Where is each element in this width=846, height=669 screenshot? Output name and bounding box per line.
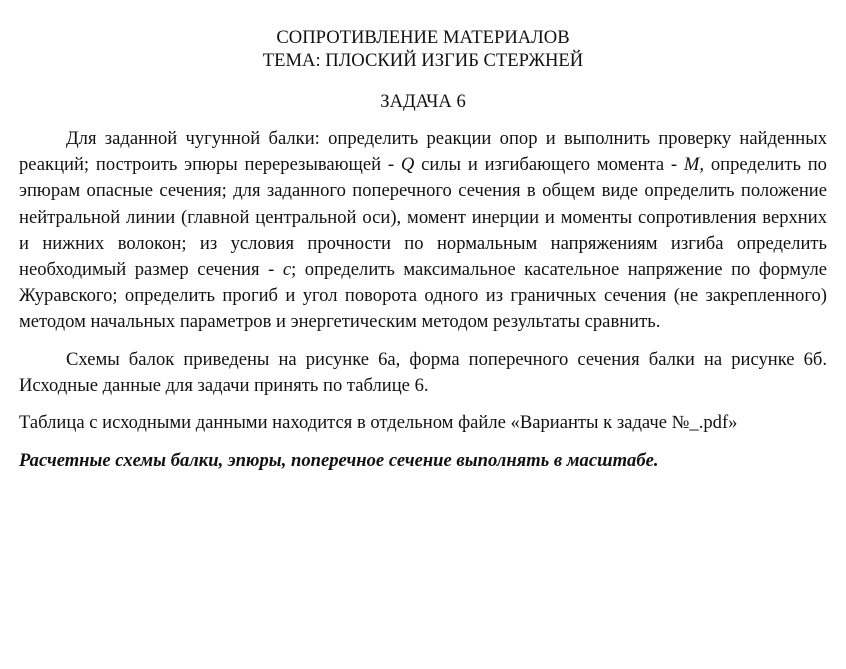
document-page (19, 0, 827, 474)
task-description-text-4: ; определить максимальное касательное напряжение по формуле Журавского; определить прогиб и угол поворота одного из граничных сечения (не закрепленного) методом начальных параметров и энергетическим методом результаты сравнить. (19, 259, 827, 333)
document-title: СОПРОТИВЛЕНИЕ МАТЕРИАЛОВ (276, 27, 570, 48)
variants-file-paragraph: Таблица с исходными данными находится в отдельном файле «Варианты к задаче №_.pdf» (19, 412, 738, 434)
task-description-text-2: силы и изгибающего момента - (414, 154, 684, 176)
task-description-text-3: определить по эпюрам опасные сечения; для заданного поперечного сечения в общем виде определить положение нейтральной линии (главной центральной оси), момент инерции и моменты сопротивления верхних и нижних волокон; из условия прочности по нормальным напряжениям изгиба определить необходимый размер сечения - (19, 154, 827, 281)
section-size-symbol: c (282, 259, 292, 281)
shear-force-symbol: Q (400, 154, 415, 176)
schemes-paragraph: Схемы балок приведены на рисунке 6а, форма поперечного сечения балки на рисунке 6б. Исходные данные для задачи принять по таблице 6. (19, 348, 827, 396)
topic-title: ТЕМА: ПЛОСКИЙ ИЗГИБ СТЕРЖНЕЙ (262, 50, 584, 71)
task-label: ЗАДАЧА 6 (380, 91, 466, 112)
scale-note-paragraph: Расчетные схемы балки, эпюры, поперечное сечение выполнять в масштабе. (19, 450, 659, 472)
bending-moment-symbol: M, (683, 154, 705, 176)
task-description-text-1: Для заданной чугунной балки: определить реакции опор и выполнить проверку найденных реакций; построить эпюры перерезывающей - (19, 128, 827, 176)
task-description-paragraph (19, 126, 827, 336)
